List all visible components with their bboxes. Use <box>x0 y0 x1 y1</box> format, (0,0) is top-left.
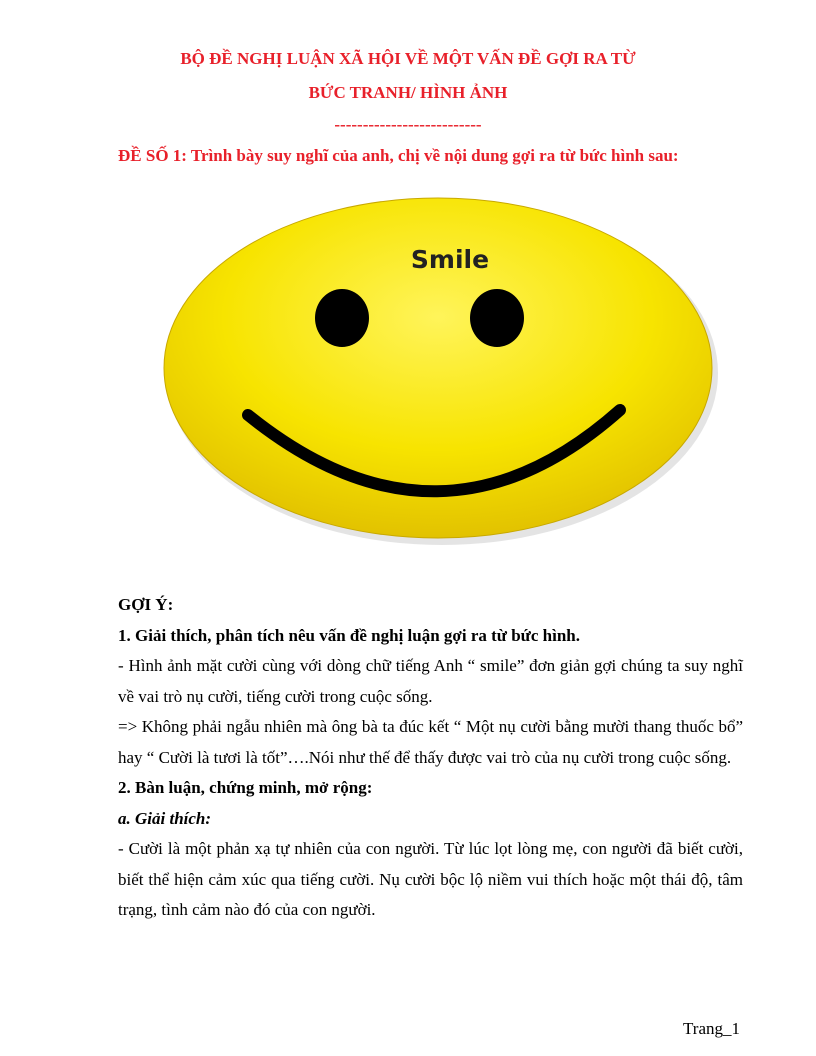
doc-title-line2: BỨC TRANH/ HÌNH ẢNH <box>308 83 508 102</box>
smiley-face-icon <box>150 190 730 560</box>
subsection-a-heading: a. Giải thích: <box>118 808 212 828</box>
smiley-image <box>150 190 730 560</box>
title-separator: -------------------------- <box>334 115 482 134</box>
paragraph-3: - Cười là một phản xạ tự nhiên của con người. Từ lúc lọt lòng mẹ, con người đã biết cười, biết thể hiện cảm xúc qua tiếng cười. Nụ cười bộc lộ niềm vui thích hoặc một thái độ, tâm trạng, tình cảm nào đó của con người. <box>118 839 743 919</box>
left-eye <box>315 289 369 347</box>
page-number: Trang_1 <box>683 1019 740 1038</box>
section1-heading: 1. Giải thích, phân tích nêu vấn đề nghị luận gợi ra từ bức hình. <box>118 625 581 645</box>
doc-title-line1: BỘ ĐỀ NGHỊ LUẬN XÃ HỘI VỀ MỘT VẤN ĐỀ GỢI RA TỪ <box>180 49 636 68</box>
paragraph-2: => Không phải ngẫu nhiên mà ông bà ta đúc kết “ Một nụ cười bằng mười thang thuốc bổ” hay “ Cười là tươi là tốt”….Nói như thế để thấy được vai trò của nụ cười trong cuộc sống. <box>118 717 743 767</box>
hint-heading: GỢI Ý: <box>118 595 174 614</box>
body-content <box>118 590 743 926</box>
section2-heading: 2. Bàn luận, chứng minh, mở rộng: <box>118 778 373 797</box>
right-eye <box>470 289 524 347</box>
smile-word: Smile <box>410 245 490 274</box>
paragraph-1: - Hình ảnh mặt cười cùng với dòng chữ tiếng Anh “ smile” đơn giản gợi chúng ta suy nghĩ về vai trò nụ cười, tiếng cười trong cuộc sống. <box>118 656 743 706</box>
question-prompt: ĐỀ SỐ 1: Trình bày suy nghĩ của anh, chị về nội dung gợi ra từ bức hình sau: <box>118 146 679 165</box>
